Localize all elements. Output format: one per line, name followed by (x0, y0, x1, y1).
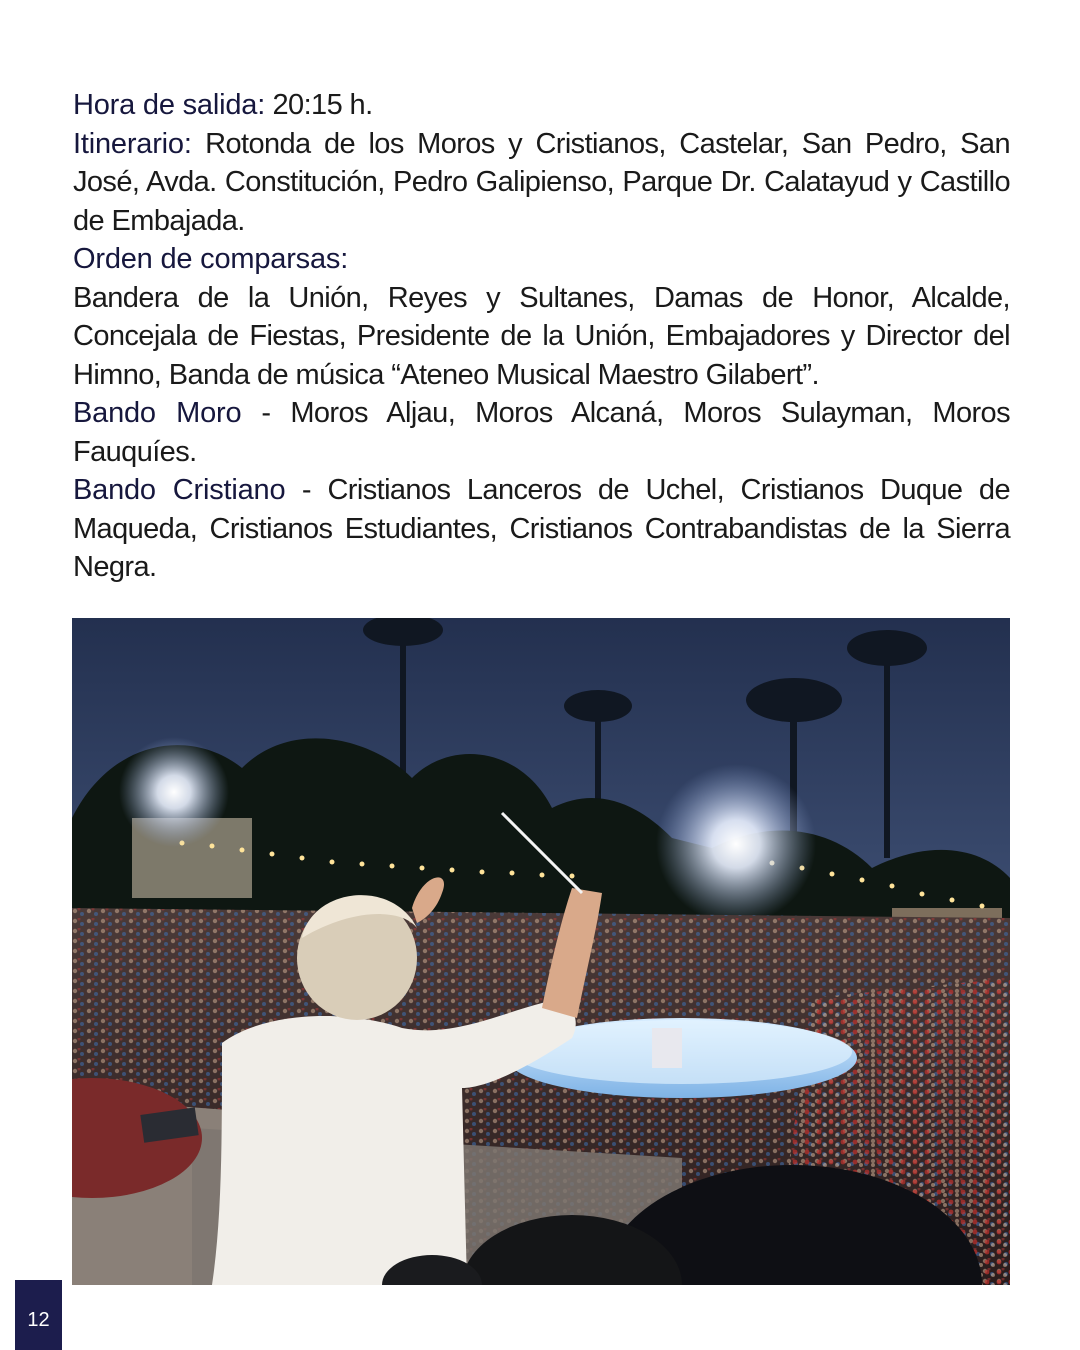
fountain-statue (652, 1028, 682, 1068)
conductor-photo (72, 618, 1010, 1285)
floodlight-left (119, 737, 229, 847)
departure-time: 20:15 h. (272, 89, 373, 121)
bando-moro-label: Bando Moro (73, 397, 242, 429)
itinerary-paragraph (73, 125, 1010, 241)
bando-moro-text: - Moros Aljau, Moros Alcaná, Moros Sulayman, Moros Fauquíes. (73, 397, 1010, 468)
departure-line (73, 86, 1010, 125)
itinerary-text: Rotonda de los Moros y Cristianos, Castelar, San Pedro, San José, Avda. Constitución, Pedro Galipienso, Parque Dr. Calatayud y Castillo de Embajada. (73, 127, 1010, 237)
page-number-tab (15, 1280, 62, 1350)
page-number: 12 (27, 1309, 50, 1331)
bando-cristiano-label: Bando Cristiano (73, 474, 286, 506)
bando-moro-paragraph (73, 394, 1010, 471)
itinerary-label: Itinerario: (73, 127, 192, 160)
order-heading: Orden de comparsas: (73, 243, 349, 275)
departure-label: Hora de salida: (73, 89, 266, 121)
floodlight-right (656, 764, 816, 924)
bando-cristiano-text: - Cristianos Lanceros de Uchel, Cristianos Duque de Maqueda, Cristianos Estudiantes, Cristianos Contrabandistas de la Sierra Negra. (73, 474, 1010, 583)
bando-cristiano-paragraph (73, 471, 1010, 587)
event-details (73, 86, 1010, 587)
order-text: Bandera de la Unión, Reyes y Sultanes, Damas de Honor, Alcalde, Concejala de Fiestas, Presidente de la Unión, Embajadores y Director del Himno, Banda de música “Ateneo Musical Maestro Gilabert”. (73, 281, 1010, 391)
